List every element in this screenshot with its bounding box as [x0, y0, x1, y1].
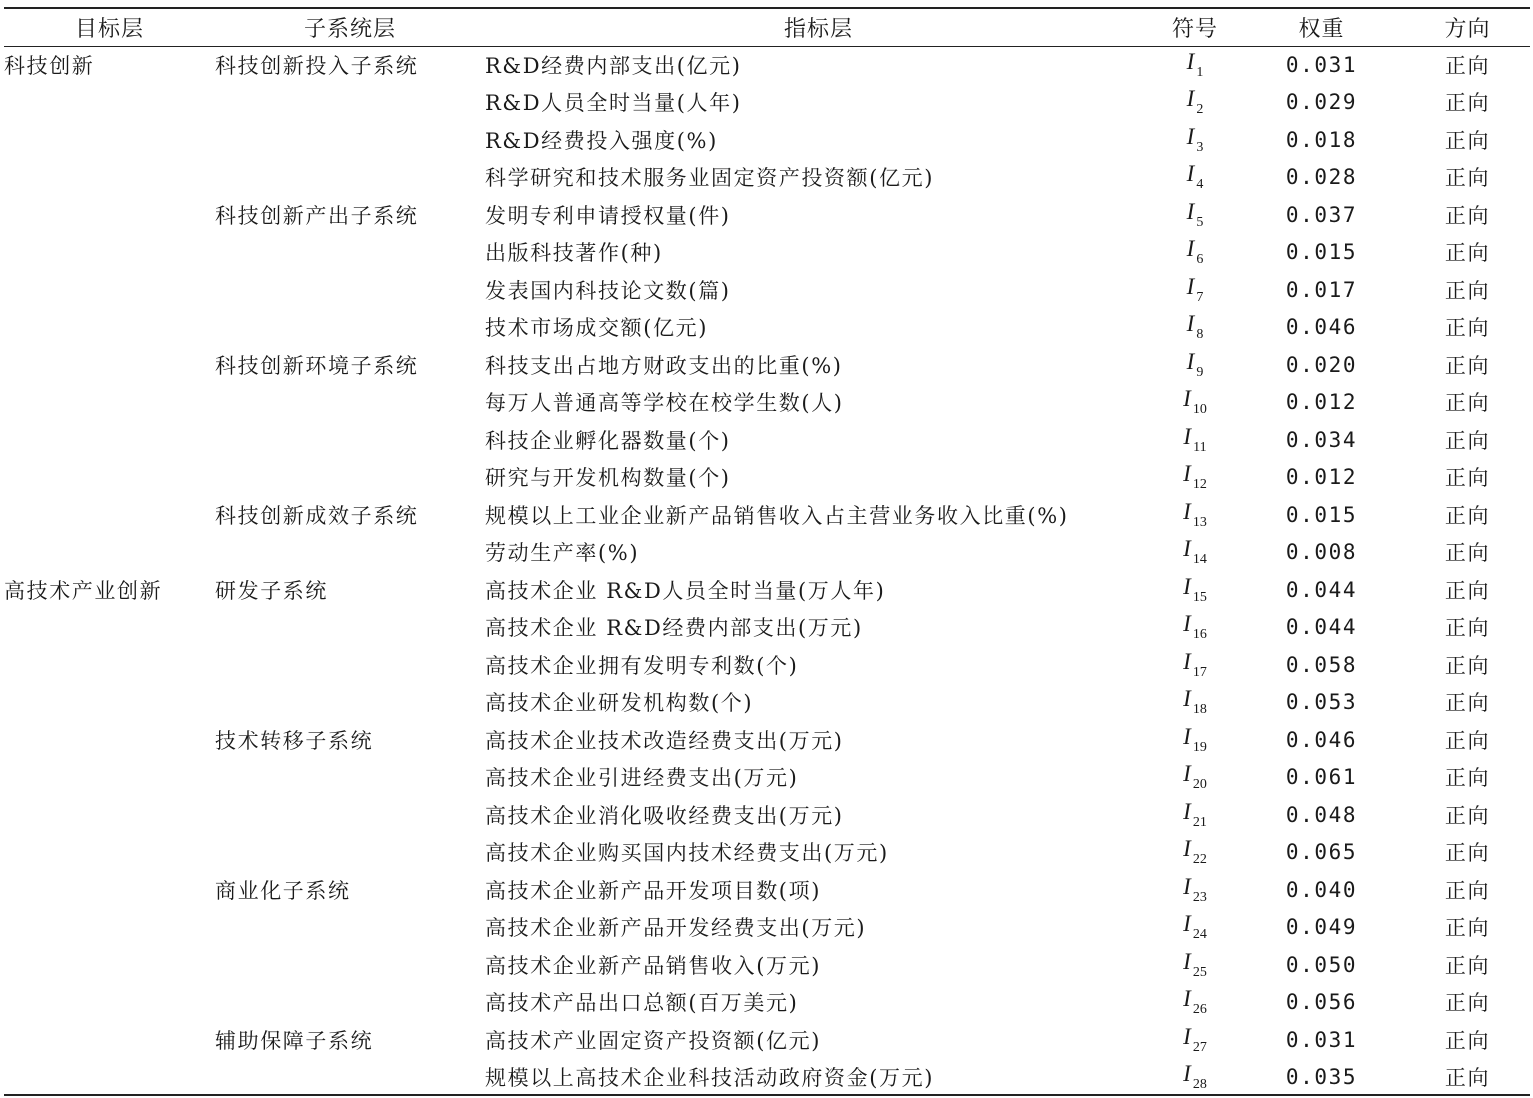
symbol-cell	[1152, 196, 1238, 234]
weight-cell: 0.049	[1285, 915, 1358, 940]
weight-cell: 0.018	[1285, 127, 1358, 152]
indicator-cell: 高技术企业 R&D经费内部支出(万元)	[485, 616, 863, 641]
subsystem-cell	[215, 234, 485, 272]
direction-cell: 正向	[1444, 316, 1491, 341]
symbol-subscript: 24	[1192, 927, 1207, 943]
symbol-subscript: 21	[1192, 814, 1207, 830]
symbol-subscript: 12	[1192, 477, 1207, 493]
symbol-letter: I	[1183, 873, 1191, 899]
direction-cell: 正向	[1444, 803, 1491, 828]
weight-cell: 0.035	[1285, 1065, 1358, 1090]
direction-cell: 正向	[1444, 841, 1491, 866]
symbol-cell	[1152, 759, 1238, 797]
indicator-cell: R&D经费投入强度(%)	[485, 128, 718, 153]
goal-cell: 高技术产业创新	[4, 578, 163, 603]
weight-cell: 0.020	[1285, 352, 1358, 377]
direction-cell: 正向	[1444, 878, 1491, 903]
table-row	[4, 84, 1530, 122]
goal-cell	[4, 796, 215, 834]
direction-cell: 正向	[1444, 203, 1491, 228]
goal-cell	[4, 84, 215, 122]
table-row	[4, 346, 1530, 384]
indicator-cell: R&D人员全时当量(人年)	[485, 91, 742, 116]
symbol-letter: I	[1183, 573, 1191, 599]
symbol-letter: I	[1183, 386, 1191, 412]
indicator-cell: 规模以上高技术企业科技活动政府资金(万元)	[485, 1066, 934, 1091]
symbol-cell	[1152, 271, 1238, 309]
indicator-cell: 出版科技著作(种)	[485, 241, 663, 266]
subsystem-cell	[215, 646, 485, 684]
header-subsystem: 子系统层	[303, 17, 396, 42]
symbol-subscript: 6	[1196, 252, 1204, 268]
symbol-subscript: 26	[1192, 1002, 1207, 1018]
subsystem-cell	[215, 121, 485, 159]
symbol-letter: I	[1183, 798, 1191, 824]
symbol-letter: I	[1186, 311, 1195, 337]
indicator-cell: 发明专利申请授权量(件)	[485, 203, 731, 228]
goal-cell	[4, 909, 215, 947]
symbol-cell	[1152, 534, 1238, 572]
weight-cell: 0.012	[1285, 465, 1358, 490]
symbol-letter: I	[1183, 911, 1191, 937]
header-direction: 方向	[1444, 17, 1491, 42]
subsystem-cell	[215, 909, 485, 947]
subsystem-cell	[215, 1059, 485, 1097]
header-symbol: 符号	[1171, 17, 1218, 42]
symbol-letter: I	[1183, 836, 1191, 862]
symbol-cell	[1152, 309, 1238, 347]
indicator-cell: 高技术企业拥有发明专利数(个)	[485, 653, 799, 678]
table-row	[4, 121, 1530, 159]
table-header	[4, 9, 1530, 46]
weight-cell: 0.053	[1285, 690, 1358, 715]
indicator-cell: 高技术产品出口总额(百万美元)	[485, 991, 799, 1016]
indicator-table	[4, 9, 1530, 1096]
weight-cell: 0.015	[1285, 240, 1358, 265]
subsystem-cell: 科技创新产出子系统	[215, 203, 419, 228]
symbol-cell	[1152, 721, 1238, 759]
goal-cell	[4, 384, 215, 422]
direction-cell: 正向	[1444, 391, 1491, 416]
direction-cell: 正向	[1444, 653, 1491, 678]
indicator-cell: 高技术企业 R&D人员全时当量(万人年)	[485, 578, 886, 603]
table-row	[4, 1059, 1530, 1097]
subsystem-cell: 科技创新成效子系统	[215, 503, 419, 528]
symbol-cell	[1152, 609, 1238, 647]
table-body	[4, 46, 1530, 1096]
weight-cell: 0.056	[1285, 990, 1358, 1015]
weight-cell: 0.037	[1285, 202, 1358, 227]
goal-cell	[4, 421, 215, 459]
goal-cell	[4, 946, 215, 984]
symbol-cell	[1152, 946, 1238, 984]
weight-cell: 0.061	[1285, 765, 1358, 790]
symbol-cell	[1152, 234, 1238, 272]
symbol-subscript: 23	[1192, 889, 1207, 905]
symbol-letter: I	[1183, 611, 1191, 637]
weight-cell: 0.017	[1285, 277, 1358, 302]
table-row	[4, 759, 1530, 797]
indicator-cell: 高技术企业新产品开发项目数(项)	[485, 878, 821, 903]
subsystem-cell	[215, 459, 485, 497]
symbol-subscript: 1	[1196, 64, 1204, 80]
symbol-letter: I	[1186, 48, 1195, 74]
direction-cell: 正向	[1444, 1066, 1491, 1091]
direction-cell: 正向	[1444, 278, 1491, 303]
symbol-subscript: 27	[1192, 1039, 1207, 1055]
subsystem-cell	[215, 84, 485, 122]
direction-cell: 正向	[1444, 953, 1491, 978]
weight-cell: 0.044	[1285, 615, 1358, 640]
symbol-subscript: 8	[1196, 327, 1204, 343]
table-row	[4, 571, 1530, 609]
symbol-cell	[1152, 384, 1238, 422]
symbol-subscript: 16	[1192, 627, 1207, 643]
goal-cell	[4, 309, 215, 347]
goal-cell: 科技创新	[4, 53, 95, 78]
indicator-cell: 高技术企业新产品销售收入(万元)	[485, 953, 821, 978]
symbol-letter: I	[1183, 686, 1191, 712]
symbol-letter: I	[1186, 236, 1195, 262]
direction-cell: 正向	[1444, 128, 1491, 153]
symbol-cell	[1152, 496, 1238, 534]
goal-cell	[4, 496, 215, 534]
subsystem-cell: 科技创新投入子系统	[215, 53, 419, 78]
table-row	[4, 421, 1530, 459]
symbol-letter: I	[1183, 948, 1191, 974]
symbol-letter: I	[1183, 723, 1191, 749]
indicator-cell: 高技术企业新产品开发经费支出(万元)	[485, 916, 867, 941]
symbol-cell	[1152, 121, 1238, 159]
direction-cell: 正向	[1444, 466, 1491, 491]
symbol-letter: I	[1183, 1023, 1191, 1049]
weight-cell: 0.034	[1285, 427, 1358, 452]
symbol-letter: I	[1186, 273, 1195, 299]
symbol-cell	[1152, 909, 1238, 947]
header-row	[4, 9, 1530, 46]
indicator-cell: 科技支出占地方财政支出的比重(%)	[485, 353, 843, 378]
symbol-letter: I	[1183, 536, 1191, 562]
symbol-subscript: 15	[1192, 589, 1207, 605]
direction-cell: 正向	[1444, 728, 1491, 753]
table-row	[4, 196, 1530, 234]
goal-cell	[4, 834, 215, 872]
symbol-cell	[1152, 646, 1238, 684]
goal-cell	[4, 684, 215, 722]
weight-cell: 0.065	[1285, 840, 1358, 865]
direction-cell: 正向	[1444, 428, 1491, 453]
table-row	[4, 459, 1530, 497]
symbol-letter: I	[1183, 498, 1191, 524]
header-weight: 权重	[1298, 17, 1345, 42]
goal-cell	[4, 459, 215, 497]
direction-cell: 正向	[1444, 766, 1491, 791]
symbol-subscript: 18	[1192, 702, 1207, 718]
symbol-letter: I	[1183, 986, 1191, 1012]
symbol-cell	[1152, 571, 1238, 609]
indicator-cell: 高技术企业引进经费支出(万元)	[485, 766, 799, 791]
goal-cell	[4, 871, 215, 909]
direction-cell: 正向	[1444, 166, 1491, 191]
symbol-letter: I	[1183, 423, 1192, 449]
symbol-letter: I	[1183, 648, 1191, 674]
symbol-subscript: 7	[1196, 289, 1204, 305]
direction-cell: 正向	[1444, 53, 1491, 78]
goal-cell	[4, 1021, 215, 1059]
direction-cell: 正向	[1444, 916, 1491, 941]
weight-cell: 0.012	[1285, 390, 1358, 415]
subsystem-cell: 科技创新环境子系统	[215, 353, 419, 378]
goal-cell	[4, 534, 215, 572]
direction-cell: 正向	[1444, 991, 1491, 1016]
goal-cell	[4, 196, 215, 234]
weight-cell: 0.058	[1285, 652, 1358, 677]
symbol-letter: I	[1186, 86, 1195, 112]
symbol-subscript: 20	[1192, 777, 1207, 793]
symbol-letter: I	[1186, 348, 1195, 374]
direction-cell: 正向	[1444, 1028, 1491, 1053]
weight-cell: 0.050	[1285, 952, 1358, 977]
table-row	[4, 796, 1530, 834]
table-row	[4, 384, 1530, 422]
symbol-letter: I	[1186, 198, 1195, 224]
weight-cell: 0.008	[1285, 540, 1358, 565]
table-row	[4, 46, 1530, 84]
symbol-subscript: 3	[1196, 139, 1204, 155]
table-row	[4, 834, 1530, 872]
indicator-cell: 研究与开发机构数量(个)	[485, 466, 731, 491]
subsystem-cell: 研发子系统	[215, 578, 328, 603]
weight-cell: 0.046	[1285, 315, 1358, 340]
symbol-subscript: 11	[1193, 439, 1207, 455]
subsystem-cell	[215, 421, 485, 459]
goal-cell	[4, 121, 215, 159]
goal-cell	[4, 234, 215, 272]
direction-cell: 正向	[1444, 353, 1491, 378]
symbol-subscript: 22	[1192, 852, 1207, 868]
indicator-cell: 高技术企业研发机构数(个)	[485, 691, 754, 716]
indicator-cell: 劳动生产率(%)	[485, 541, 640, 566]
symbol-cell	[1152, 46, 1238, 84]
table-row	[4, 309, 1530, 347]
direction-cell: 正向	[1444, 503, 1491, 528]
weight-cell: 0.040	[1285, 877, 1358, 902]
indicator-cell: 科学研究和技术服务业固定资产投资额(亿元)	[485, 166, 934, 191]
goal-cell	[4, 1059, 215, 1097]
subsystem-cell	[215, 984, 485, 1022]
symbol-cell	[1152, 984, 1238, 1022]
symbol-letter: I	[1186, 161, 1195, 187]
subsystem-cell	[215, 759, 485, 797]
weight-cell: 0.028	[1285, 165, 1358, 190]
weight-cell: 0.048	[1285, 802, 1358, 827]
symbol-letter: I	[1183, 761, 1191, 787]
direction-cell: 正向	[1444, 691, 1491, 716]
subsystem-cell	[215, 384, 485, 422]
weight-cell: 0.031	[1285, 52, 1358, 77]
goal-cell	[4, 759, 215, 797]
symbol-subscript: 14	[1192, 552, 1207, 568]
goal-cell	[4, 271, 215, 309]
subsystem-cell: 辅助保障子系统	[215, 1028, 374, 1053]
symbol-cell	[1152, 1021, 1238, 1059]
direction-cell: 正向	[1444, 541, 1491, 566]
symbol-subscript: 17	[1192, 664, 1207, 680]
symbol-cell	[1152, 684, 1238, 722]
header-indicator: 指标层	[783, 17, 853, 42]
goal-cell	[4, 346, 215, 384]
subsystem-cell	[215, 534, 485, 572]
header-goal: 目标层	[74, 17, 144, 42]
direction-cell: 正向	[1444, 241, 1491, 266]
weight-cell: 0.046	[1285, 727, 1358, 752]
symbol-cell	[1152, 459, 1238, 497]
symbol-subscript: 19	[1192, 739, 1207, 755]
symbol-letter: I	[1186, 123, 1195, 149]
goal-cell	[4, 609, 215, 647]
table-row	[4, 684, 1530, 722]
table-row	[4, 871, 1530, 909]
indicator-cell: 高技术企业消化吸收经费支出(万元)	[485, 803, 844, 828]
subsystem-cell	[215, 309, 485, 347]
table-row	[4, 984, 1530, 1022]
symbol-subscript: 13	[1192, 514, 1207, 530]
indicator-cell: 科技企业孵化器数量(个)	[485, 428, 731, 453]
symbol-subscript: 5	[1196, 214, 1204, 230]
symbol-cell	[1152, 796, 1238, 834]
subsystem-cell	[215, 609, 485, 647]
table-row	[4, 271, 1530, 309]
subsystem-cell	[215, 946, 485, 984]
symbol-cell	[1152, 346, 1238, 384]
indicator-cell: 高技术产业固定资产投资额(亿元)	[485, 1028, 821, 1053]
symbol-subscript: 4	[1196, 177, 1204, 193]
symbol-letter: I	[1183, 461, 1191, 487]
subsystem-cell	[215, 834, 485, 872]
symbol-subscript: 2	[1196, 102, 1204, 118]
indicator-cell: 每万人普通高等学校在校学生数(人)	[485, 391, 844, 416]
direction-cell: 正向	[1444, 91, 1491, 116]
subsystem-cell: 商业化子系统	[215, 878, 351, 903]
table-row	[4, 609, 1530, 647]
goal-cell	[4, 646, 215, 684]
symbol-letter: I	[1183, 1061, 1191, 1087]
subsystem-cell	[215, 271, 485, 309]
table-row	[4, 1021, 1530, 1059]
subsystem-cell: 技术转移子系统	[215, 728, 374, 753]
weight-cell: 0.031	[1285, 1027, 1358, 1052]
table-row	[4, 721, 1530, 759]
table-row	[4, 159, 1530, 197]
indicator-cell: 规模以上工业企业新产品销售收入占主营业务收入比重(%)	[485, 503, 1069, 528]
weight-cell: 0.044	[1285, 577, 1358, 602]
table-row	[4, 909, 1530, 947]
weight-cell: 0.029	[1285, 90, 1358, 115]
indicator-cell: 技术市场成交额(亿元)	[485, 316, 708, 341]
direction-cell: 正向	[1444, 578, 1491, 603]
goal-cell	[4, 721, 215, 759]
symbol-cell	[1152, 159, 1238, 197]
indicator-cell: 高技术企业购买国内技术经费支出(万元)	[485, 841, 889, 866]
subsystem-cell	[215, 796, 485, 834]
symbol-subscript: 25	[1192, 964, 1207, 980]
indicator-cell: 发表国内科技论文数(篇)	[485, 278, 731, 303]
table-row	[4, 946, 1530, 984]
symbol-cell	[1152, 871, 1238, 909]
table-row	[4, 234, 1530, 272]
symbol-subscript: 10	[1192, 402, 1207, 418]
indicator-cell: 高技术企业技术改造经费支出(万元)	[485, 728, 844, 753]
symbol-cell	[1152, 421, 1238, 459]
goal-cell	[4, 159, 215, 197]
indicator-cell: R&D经费内部支出(亿元)	[485, 53, 742, 78]
symbol-subscript: 9	[1196, 364, 1204, 380]
symbol-subscript: 28	[1192, 1077, 1207, 1093]
symbol-cell	[1152, 834, 1238, 872]
table-row	[4, 496, 1530, 534]
table-row	[4, 534, 1530, 572]
subsystem-cell	[215, 159, 485, 197]
goal-cell	[4, 984, 215, 1022]
subsystem-cell	[215, 684, 485, 722]
table-row	[4, 646, 1530, 684]
symbol-cell	[1152, 1059, 1238, 1097]
weight-cell: 0.015	[1285, 502, 1358, 527]
direction-cell: 正向	[1444, 616, 1491, 641]
symbol-cell	[1152, 84, 1238, 122]
